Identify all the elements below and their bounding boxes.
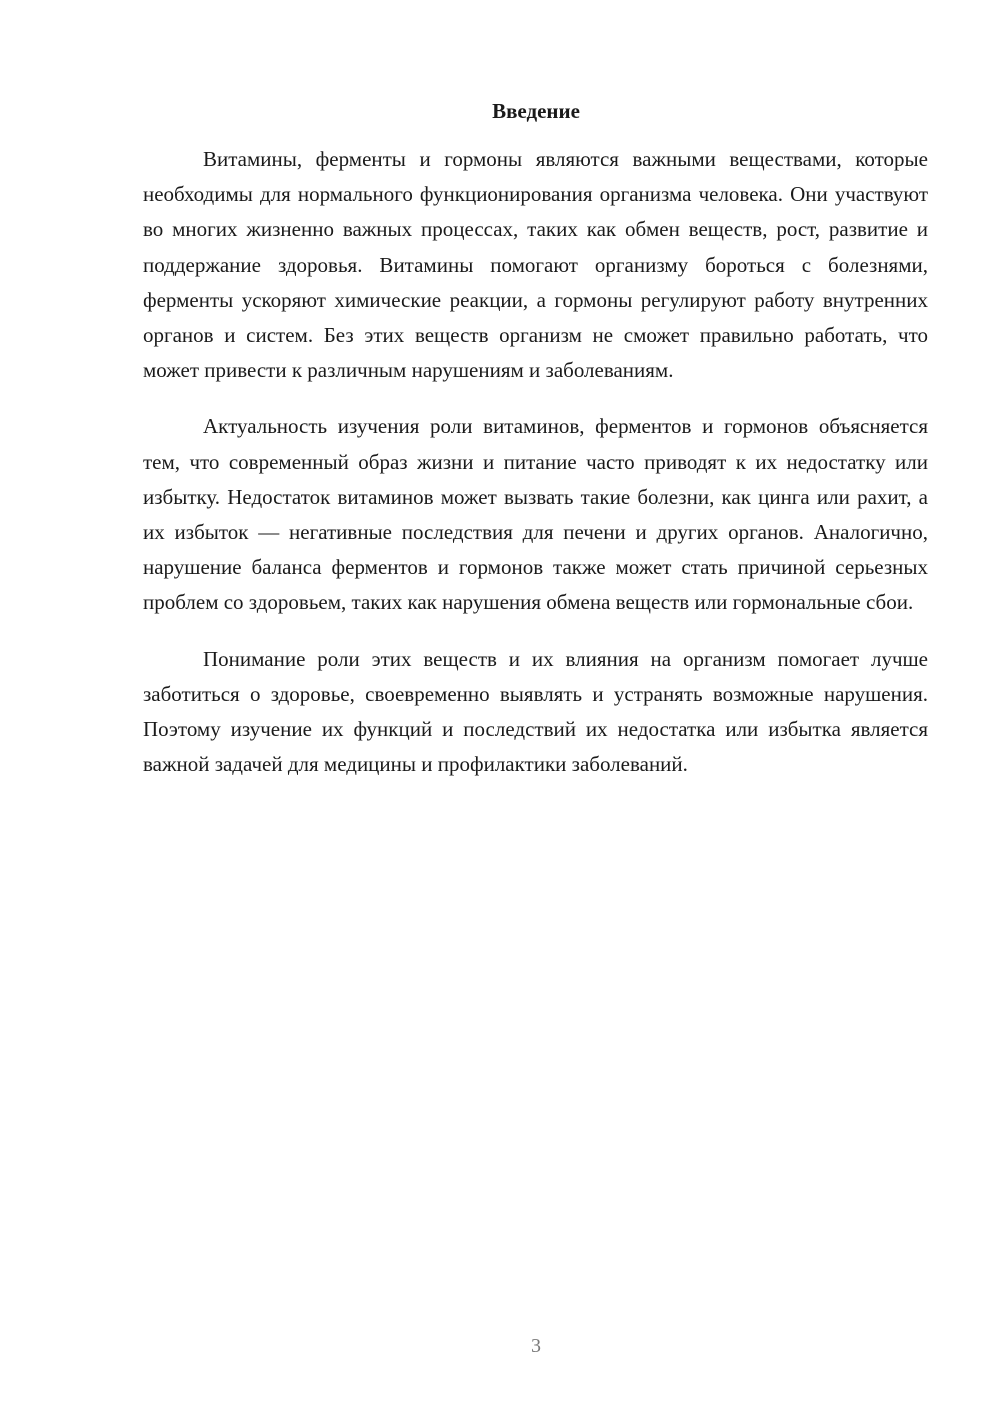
body-text (143, 142, 928, 782)
page-title: Введение (492, 99, 580, 123)
paragraph-intro: Витамины, ферменты и гормоны являются важными веществами, которые необходимы для нормального функционирования организма человека. Они участвуют во многих жизненно важных процессах, таких как обмен веществ, рост, развитие и поддержание здоровья. Витамины помогают организму бороться с болезнями, ферменты ускоряют химические реакции, а гормоны регулируют работу внутренних органов и систем. Без этих веществ организм не сможет правильно работать, что может привести к различным нарушениям и заболеваниям. (143, 147, 928, 383)
page-number: 3 (531, 1335, 541, 1357)
paragraph-conclusion: Понимание роли этих веществ и их влияния на организм помогает лучше заботиться о здоровье, своевременно выявлять и устранять возможные нарушения. Поэтому изучение их функций и последствий их недостатка или избытка является важной задачей для медицины и профилактики заболеваний. (143, 646, 928, 777)
paragraph-relevance: Актуальность изучения роли витаминов, ферментов и гормонов объясняется тем, что современный образ жизни и питание часто приводят к их недостатку или избытку. Недостаток витаминов может вызвать такие болезни, как цинга или рахит, а их избыток — негативные последствия для печени и других органов. Аналогично, нарушение баланса ферментов и гормонов также может стать причиной серьезных проблем со здоровьем, таких как нарушения обмена веществ или гормональные сбои. (143, 414, 928, 615)
